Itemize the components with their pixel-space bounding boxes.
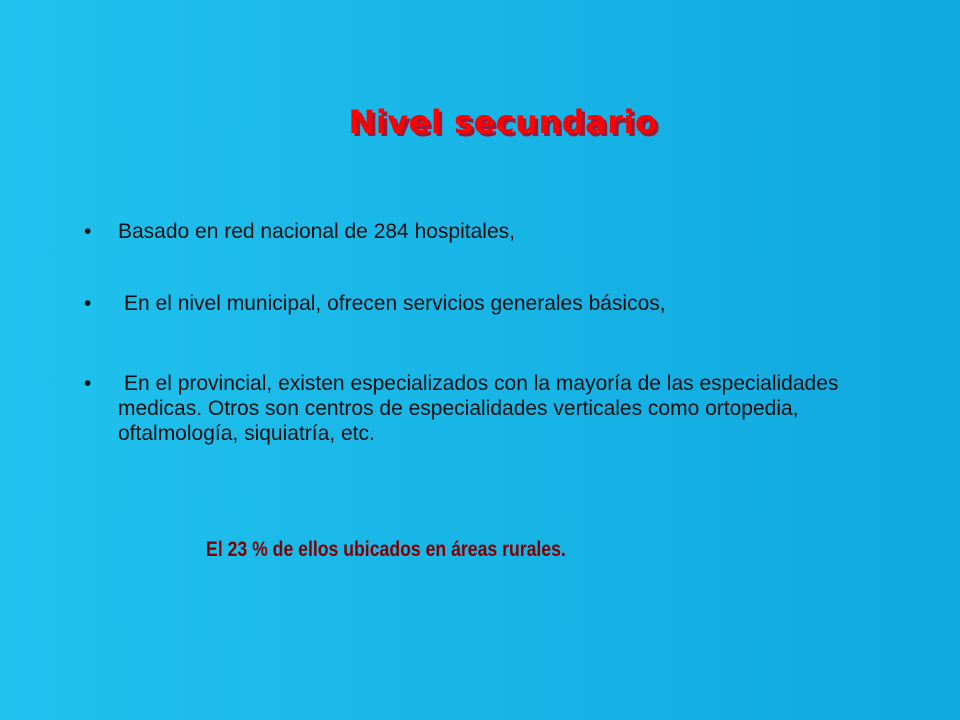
list-item	[84, 371, 884, 446]
list-item	[84, 291, 884, 316]
slide-title: Nivel secundario	[348, 103, 658, 141]
bullet-text: En el provincial, existen especializados con la mayoría de las especialidades medicas. Otros son centros de especialidades verticales como ortopedia, oftalmología, siquiatría, etc.	[118, 372, 839, 445]
bullet-text: En el nivel municipal, ofrecen servicios generales básicos,	[124, 292, 666, 315]
rural-note: El 23 % de ellos ubicados en áreas rurales.	[206, 538, 566, 561]
list-item	[84, 219, 884, 244]
bullet-marker: •	[84, 220, 92, 243]
bullet-marker: •	[84, 372, 92, 395]
bullet-marker: •	[84, 292, 92, 315]
bullet-text: Basado en red nacional de 284 hospitales,	[118, 220, 515, 243]
